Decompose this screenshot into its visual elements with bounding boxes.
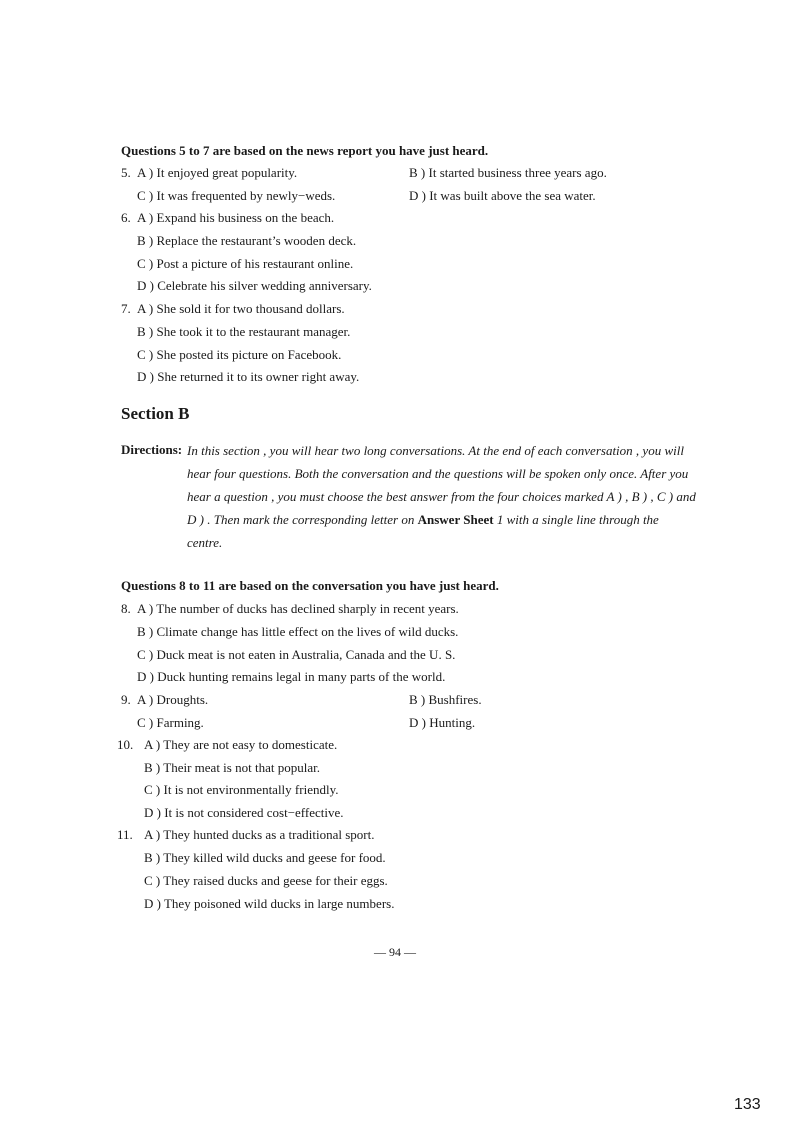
answer-sheet-label: Answer Sheet <box>417 512 494 527</box>
section-b-title: Section B <box>121 404 190 423</box>
questions-8-11-heading: Questions 8 to 11 are based on the conversation you have just heard. <box>121 578 499 593</box>
q11-option-c: C ) They raised ducks and geese for their eggs. <box>144 873 388 888</box>
q6-number: 6. <box>121 210 131 225</box>
q10-option-a: A ) They are not easy to domesticate. <box>144 737 338 752</box>
directions-label: Directions: <box>121 442 183 457</box>
q5-number: 5. <box>121 165 131 180</box>
q8-option-c: C ) Duck meat is not eaten in Australia, Canada and the U. S. <box>137 647 456 662</box>
q7-option-c: C ) She posted its picture on Facebook. <box>137 347 342 362</box>
q8-option-b: B ) Climate change has little effect on the lives of wild ducks. <box>137 624 459 639</box>
q9-option-a: A ) Droughts. <box>137 692 209 707</box>
q9-option-b: B ) Bushfires. <box>409 692 482 707</box>
q11-option-d: D ) They poisoned wild ducks in large numbers. <box>144 896 395 911</box>
q6-option-b: B ) Replace the restaurant’s wooden deck. <box>137 233 357 248</box>
directions-line-1: In this section , you will hear two long conversations. At the end of each conversation , you will <box>187 443 684 458</box>
q5-option-b: B ) It started business three years ago. <box>409 165 607 180</box>
q10-number: 10. <box>117 737 134 752</box>
q10-option-c: C ) It is not environmentally friendly. <box>144 782 339 797</box>
q8-number: 8. <box>121 601 131 616</box>
q9-option-c: C ) Farming. <box>137 715 204 730</box>
q9-number: 9. <box>121 692 131 707</box>
directions-line-5: centre. <box>187 535 223 550</box>
q5-option-d: D ) It was built above the sea water. <box>409 188 596 203</box>
q7-option-d: D ) She returned it to its owner right away. <box>137 369 360 384</box>
q7-option-a: A ) She sold it for two thousand dollars. <box>137 301 345 316</box>
q6-option-d: D ) Celebrate his silver wedding anniversary. <box>137 278 372 293</box>
q8-option-a: A ) The number of ducks has declined sharply in recent years. <box>137 601 459 616</box>
q5-option-a: A ) It enjoyed great popularity. <box>137 165 298 180</box>
q8-option-d: D ) Duck hunting remains legal in many parts of the world. <box>137 669 446 684</box>
q9-option-d: D ) Hunting. <box>409 715 476 730</box>
directions-line-4 <box>187 512 659 528</box>
directions-line-3: hear a question , you must choose the best answer from the four choices marked A ) , B ) , C ) and <box>187 489 696 504</box>
page-number: — 94 — <box>374 945 416 959</box>
directions-line-4-pre: D ) . Then mark the corresponding letter on <box>187 512 418 527</box>
q7-number: 7. <box>121 301 131 316</box>
q7-option-b: B ) She took it to the restaurant manager. <box>137 324 351 339</box>
q6-option-c: C ) Post a picture of his restaurant online. <box>137 256 354 271</box>
questions-5-7-heading: Questions 5 to 7 are based on the news report you have just heard. <box>121 143 489 158</box>
directions-line-4-post: 1 with a single line through the <box>493 512 659 527</box>
q6-option-a: A ) Expand his business on the beach. <box>137 210 335 225</box>
corner-page-number: 133 <box>734 1096 761 1113</box>
q10-option-d: D ) It is not considered cost−effective. <box>144 805 344 820</box>
q11-option-a: A ) They hunted ducks as a traditional sport. <box>144 827 375 842</box>
q10-option-b: B ) Their meat is not that popular. <box>144 760 320 775</box>
q5-option-c: C ) It was frequented by newly−weds. <box>137 188 336 203</box>
q11-option-b: B ) They killed wild ducks and geese for food. <box>144 850 386 865</box>
q11-number: 11. <box>117 827 133 842</box>
directions-line-2: hear four questions. Both the conversation and the questions will be spoken only once. After you <box>187 466 689 481</box>
